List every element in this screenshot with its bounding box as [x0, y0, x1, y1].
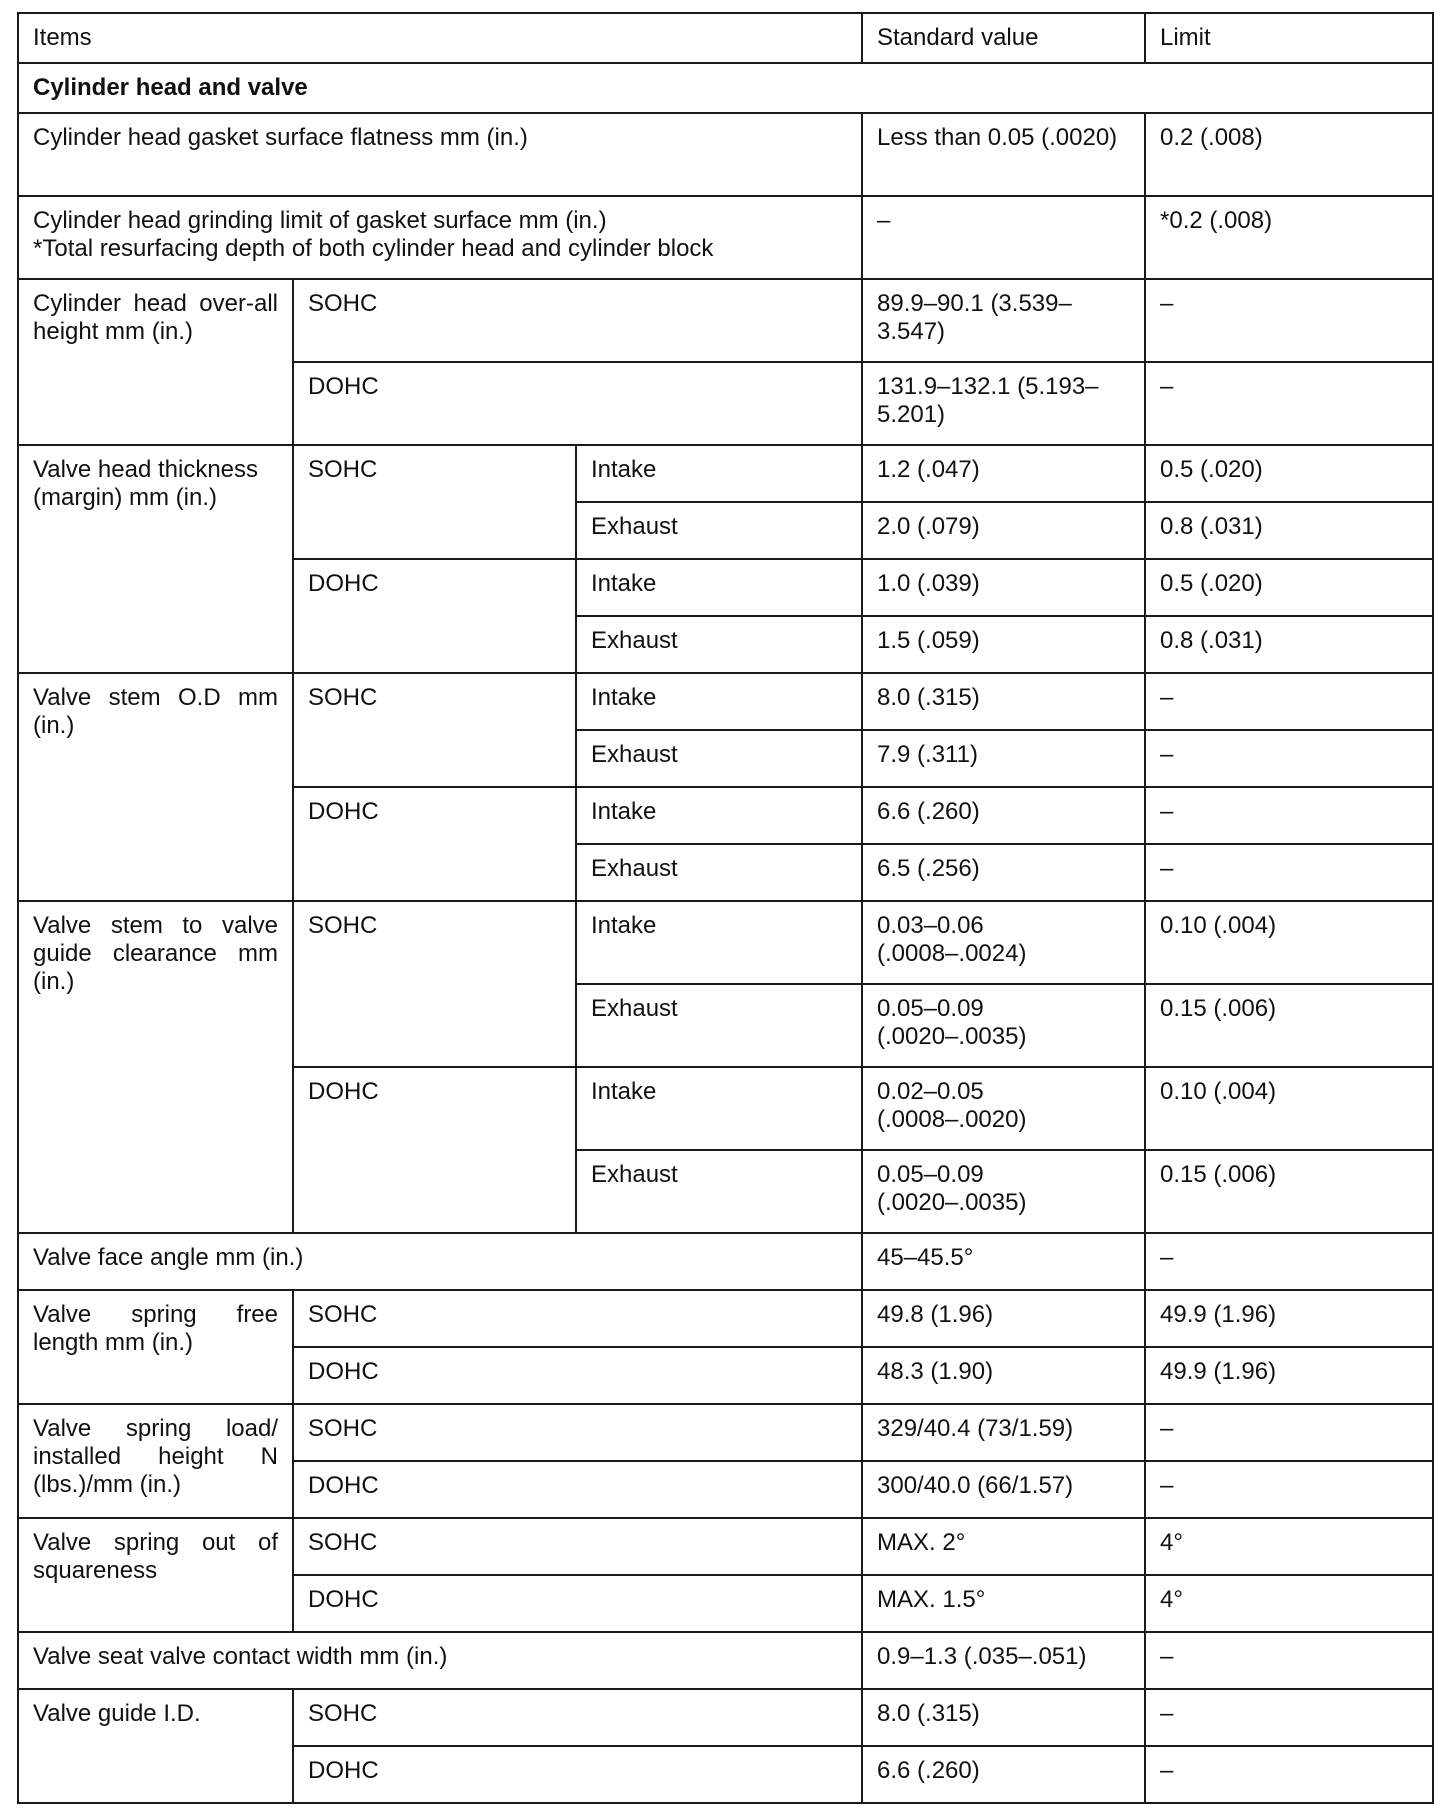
limit-cell: 0.10 (.004)	[1145, 901, 1433, 984]
standard-value-cell: 7.9 (.311)	[862, 730, 1145, 787]
standard-value-cell: 6.6 (.260)	[862, 1746, 1145, 1803]
header-items: Items	[18, 13, 862, 63]
limit-cell: –	[1145, 787, 1433, 844]
table-row	[18, 279, 1433, 362]
valve-type-cell: Intake	[576, 901, 862, 984]
standard-value-cell: 0.05–0.09 (.0020–.0035)	[862, 1150, 1145, 1233]
table-row	[18, 1518, 1433, 1575]
standard-value-cell: 8.0 (.315)	[862, 1689, 1145, 1746]
engine-type-cell: DOHC	[293, 1461, 862, 1518]
valve-type-cell: Exhaust	[576, 984, 862, 1067]
item-line: Cylinder head grinding limit of gasket surface mm (in.)	[33, 207, 607, 234]
limit-cell: 4°	[1145, 1518, 1433, 1575]
limit-cell: 0.8 (.031)	[1145, 616, 1433, 673]
engine-type-cell: DOHC	[293, 1067, 576, 1233]
limit-cell: –	[1145, 1461, 1433, 1518]
valve-type-cell: Exhaust	[576, 1150, 862, 1233]
standard-value-cell: 329/40.4 (73/1.59)	[862, 1404, 1145, 1461]
limit-cell: 0.15 (.006)	[1145, 984, 1433, 1067]
limit-cell: 0.10 (.004)	[1145, 1067, 1433, 1150]
limit-cell: 4°	[1145, 1575, 1433, 1632]
standard-value-cell: MAX. 2°	[862, 1518, 1145, 1575]
header-row	[18, 13, 1433, 63]
standard-value-cell: –	[862, 196, 1145, 279]
table-row	[18, 1233, 1433, 1290]
valve-type-cell: Exhaust	[576, 502, 862, 559]
limit-cell: 0.15 (.006)	[1145, 1150, 1433, 1233]
standard-value-cell: 1.2 (.047)	[862, 445, 1145, 502]
table-row	[18, 196, 1433, 279]
item-cell: Valve stem to valve guide clearance mm (in.)	[18, 901, 293, 1233]
item-cell: Cylinder head over-all height mm (in.)	[18, 279, 293, 445]
engine-type-cell: SOHC	[293, 445, 576, 559]
limit-cell: 0.2 (.008)	[1145, 113, 1433, 196]
valve-type-cell: Intake	[576, 445, 862, 502]
table-row	[18, 445, 1433, 502]
engine-type-cell: SOHC	[293, 673, 576, 787]
item-cell	[18, 196, 862, 279]
table-row	[18, 673, 1433, 730]
limit-cell: –	[1145, 362, 1433, 445]
header-limit: Limit	[1145, 13, 1433, 63]
header-standard-value: Standard value	[862, 13, 1145, 63]
item-cell: Valve guide I.D.	[18, 1689, 293, 1803]
item-cell: Valve head thickness (margin) mm (in.)	[18, 445, 293, 673]
item-cell: Valve face angle mm (in.)	[18, 1233, 862, 1290]
standard-value-cell: MAX. 1.5°	[862, 1575, 1145, 1632]
limit-cell: –	[1145, 673, 1433, 730]
engine-type-cell: SOHC	[293, 279, 862, 362]
engine-type-cell: DOHC	[293, 787, 576, 901]
table-row	[18, 1632, 1433, 1689]
limit-cell: –	[1145, 730, 1433, 787]
item-cell: Valve spring free length mm (in.)	[18, 1290, 293, 1404]
engine-type-cell: DOHC	[293, 362, 862, 445]
engine-type-cell: SOHC	[293, 1404, 862, 1461]
limit-cell: 49.9 (1.96)	[1145, 1347, 1433, 1404]
engine-type-cell: SOHC	[293, 901, 576, 1067]
standard-value-cell: Less than 0.05 (.0020)	[862, 113, 1145, 196]
limit-cell: 0.5 (.020)	[1145, 445, 1433, 502]
engine-type-cell: DOHC	[293, 559, 576, 673]
valve-type-cell: Exhaust	[576, 616, 862, 673]
standard-value-cell: 1.0 (.039)	[862, 559, 1145, 616]
standard-value-cell: 131.9–132.1 (5.193–5.201)	[862, 362, 1145, 445]
standard-value-cell: 45–45.5°	[862, 1233, 1145, 1290]
engine-type-cell: SOHC	[293, 1689, 862, 1746]
limit-cell: –	[1145, 1404, 1433, 1461]
item-cell: Valve spring load/ installed height N (lbs.)/mm (in.)	[18, 1404, 293, 1518]
item-footnote: *Total resurfacing depth of both cylinder head and cylinder block	[33, 235, 714, 262]
section-row	[18, 63, 1433, 113]
standard-value-cell: 49.8 (1.96)	[862, 1290, 1145, 1347]
standard-value-cell: 8.0 (.315)	[862, 673, 1145, 730]
valve-type-cell: Intake	[576, 787, 862, 844]
table-row	[18, 1290, 1433, 1347]
standard-value-cell: 0.05–0.09 (.0020–.0035)	[862, 984, 1145, 1067]
standard-value-cell: 6.6 (.260)	[862, 787, 1145, 844]
standard-value-cell: 1.5 (.059)	[862, 616, 1145, 673]
valve-type-cell: Intake	[576, 673, 862, 730]
limit-cell: *0.2 (.008)	[1145, 196, 1433, 279]
engine-type-cell: DOHC	[293, 1347, 862, 1404]
valve-type-cell: Intake	[576, 1067, 862, 1150]
standard-value-cell: 300/40.0 (66/1.57)	[862, 1461, 1145, 1518]
engine-type-cell: SOHC	[293, 1290, 862, 1347]
standard-value-cell: 48.3 (1.90)	[862, 1347, 1145, 1404]
limit-cell: 0.5 (.020)	[1145, 559, 1433, 616]
valve-type-cell: Exhaust	[576, 844, 862, 901]
engine-type-cell: DOHC	[293, 1746, 862, 1803]
item-cell: Valve stem O.D mm (in.)	[18, 673, 293, 901]
table-row	[18, 901, 1433, 984]
standard-value-cell: 89.9–90.1 (3.539–3.547)	[862, 279, 1145, 362]
limit-cell: –	[1145, 1689, 1433, 1746]
valve-type-cell: Intake	[576, 559, 862, 616]
limit-cell: –	[1145, 1746, 1433, 1803]
spec-table	[17, 12, 1434, 1804]
item-cell: Valve spring out of squareness	[18, 1518, 293, 1632]
limit-cell: –	[1145, 1233, 1433, 1290]
standard-value-cell: 6.5 (.256)	[862, 844, 1145, 901]
limit-cell: –	[1145, 1632, 1433, 1689]
limit-cell: 0.8 (.031)	[1145, 502, 1433, 559]
limit-cell: 49.9 (1.96)	[1145, 1290, 1433, 1347]
item-cell: Valve seat valve contact width mm (in.)	[18, 1632, 862, 1689]
standard-value-cell: 0.9–1.3 (.035–.051)	[862, 1632, 1145, 1689]
limit-cell: –	[1145, 844, 1433, 901]
table-row	[18, 1689, 1433, 1746]
standard-value-cell: 0.02–0.05 (.0008–.0020)	[862, 1067, 1145, 1150]
table-row	[18, 113, 1433, 196]
table-row	[18, 1404, 1433, 1461]
section-title: Cylinder head and valve	[18, 63, 1433, 113]
engine-type-cell: SOHC	[293, 1518, 862, 1575]
standard-value-cell: 0.03–0.06 (.0008–.0024)	[862, 901, 1145, 984]
limit-cell: –	[1145, 279, 1433, 362]
engine-type-cell: DOHC	[293, 1575, 862, 1632]
standard-value-cell: 2.0 (.079)	[862, 502, 1145, 559]
valve-type-cell: Exhaust	[576, 730, 862, 787]
item-cell: Cylinder head gasket surface flatness mm (in.)	[18, 113, 862, 196]
